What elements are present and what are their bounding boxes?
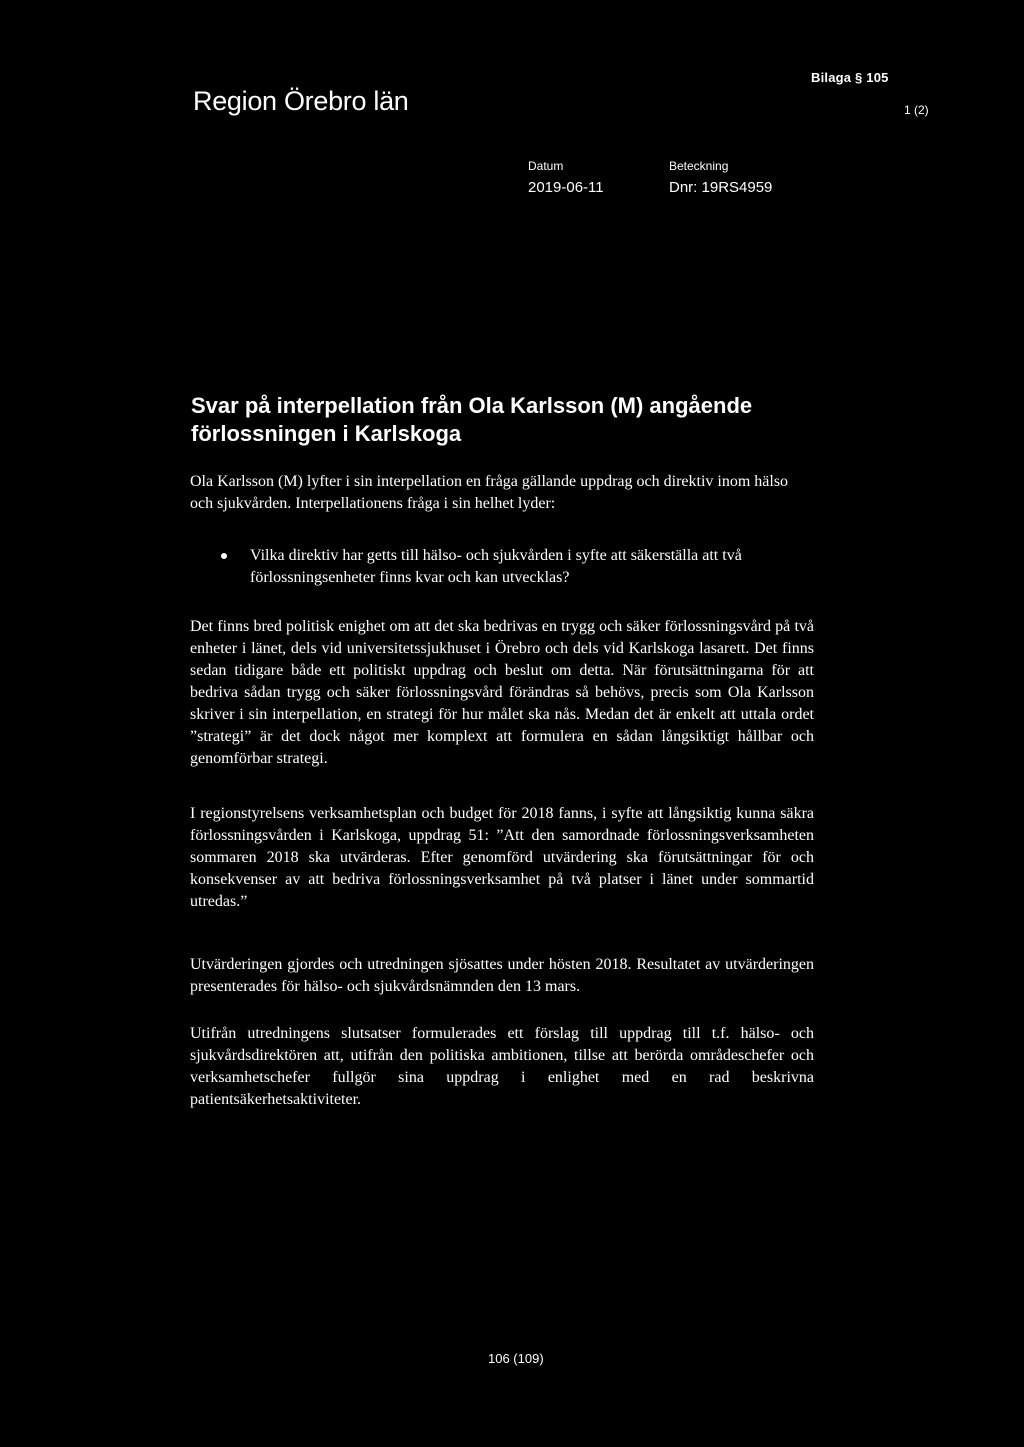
- paragraph-consensus: Det finns bred politisk enighet om att det ska bedrivas en trygg och säker förlossningsvård på två enheter i länet, dels vid universitetssjukhuset i Örebro och dels vid Karlskoga lasarett. Det finns sedan tidigare både ett politiskt uppdrag och beslut om detta. När förutsättningarna för att bedriva sådan trygg och säker förlossningsvård förändras så behövs, precis som Ola Karlsson skriver i sin interpellation, en strategi för hur målet ska nås. Medan det är enkelt att uttala ordet ”strategi” är det dock något mer komplext att formulera en sådan långsiktigt hållbar och genomförbar strategi.: [190, 618, 814, 767]
- bullet-marker: [221, 553, 227, 559]
- date-label: Datum: [528, 159, 564, 173]
- document-title: Svar på interpellation från Ola Karlsson (M) angående förlossningen i Karlskoga: [191, 393, 753, 446]
- date-block: [528, 158, 604, 198]
- organization-name: Region Örebro län: [193, 86, 409, 116]
- appendix-label: Bilaga § 105: [811, 70, 889, 85]
- footer-page-number: 106 (109): [488, 1351, 544, 1366]
- page-count: 1 (2): [904, 103, 929, 117]
- reference-block: [669, 158, 772, 198]
- intro-paragraph: Ola Karlsson (M) lyfter i sin interpellation en fråga gällande uppdrag och direktiv inom hälso och sjukvården. Interpellationens fråga i sin helhet lyder:: [190, 473, 789, 512]
- interpellation-question: Vilka direktiv har getts till hälso- och sjukvården i syfte att säkerställa att två förlossningsenheter finns kvar och kan utvecklas?: [250, 547, 742, 586]
- paragraph-assignment: I regionstyrelsens verksamhetsplan och budget för 2018 fanns, i syfte att långsiktig kunna säkra förlossningsvården i Karlskoga, uppdrag 51: ”Att den samordnade förlossningsverksamheten sommaren 2018 ska utvärderas. Efter genomförd utvärdering ska förutsättningar för och konsekvenser av att bedriva förlossningsverksamhet på två platser i länet under sommartid utredas.”: [190, 805, 814, 910]
- date-value: 2019-06-11: [528, 179, 604, 196]
- reference-label: Beteckning: [669, 159, 729, 173]
- reference-value: Dnr: 19RS4959: [669, 179, 773, 196]
- paragraph-evaluation: Utvärderingen gjordes och utredningen sjösattes under hösten 2018. Resultatet av utvärderingen presenterades för hälso- och sjukvårdsnämnden den 13 mars.: [190, 956, 814, 995]
- paragraph-proposal: Utifrån utredningens slutsatser formulerades ett förslag till uppdrag till t.f. hälso- och sjukvårdsdirektören att, utifrån den politiska ambitionen, tillse att berörda områdeschefer och verksamhetschefer fullgör sina uppdrag i enlighet med en rad beskrivna patientsäkerhetsaktiviteter.: [190, 1025, 814, 1108]
